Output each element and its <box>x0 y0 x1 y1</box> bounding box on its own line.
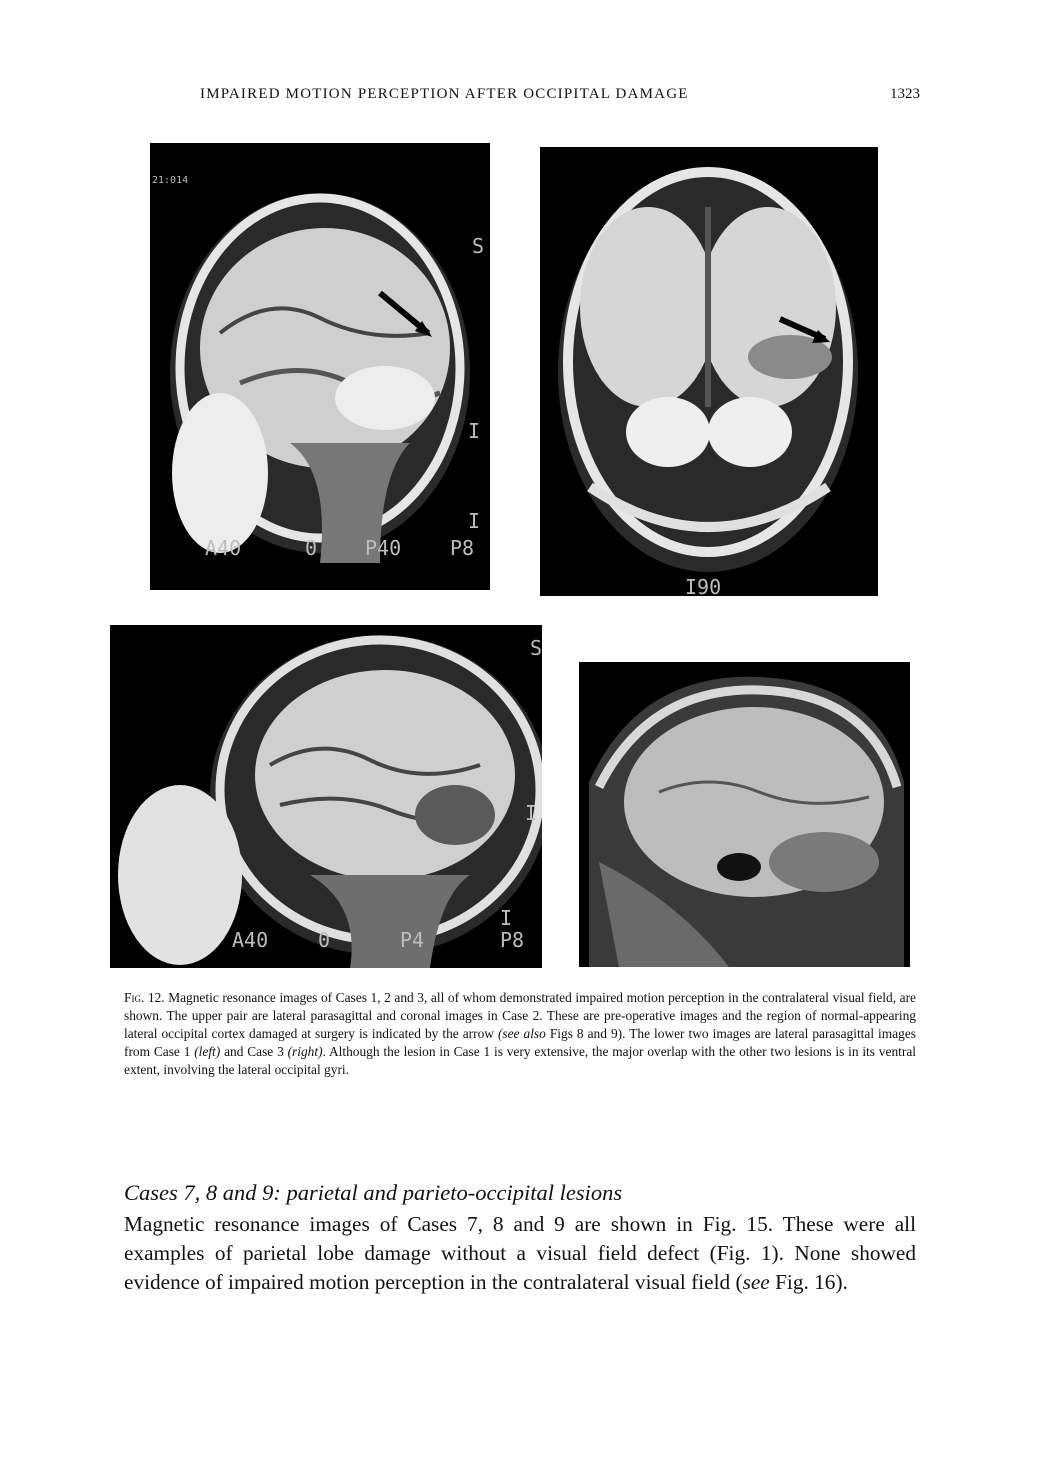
mri-upper-right-coronal <box>540 147 878 596</box>
mri-label: 0 <box>305 536 318 560</box>
caption-right: (right) <box>287 1044 323 1059</box>
figure-caption <box>124 989 916 1079</box>
page-number: 1323 <box>890 86 920 102</box>
panel-labels-upper-right <box>685 575 721 596</box>
mri-upper-left-sagittal <box>150 143 490 590</box>
mri-lower-left-sagittal <box>110 625 542 968</box>
body-text-1: Magnetic resonance images of Cases 7, 8 and 9 are shown in Fig. 15. These were all examples of parietal lobe damage without a visual field defect (Fig. 1). None showed evidence of impaired motion perception in the contralateral visual field ( <box>124 1212 916 1294</box>
figure-label: Fig. 12. <box>124 990 165 1005</box>
caption-text-3: and Case 3 <box>220 1044 288 1059</box>
caption-see-also: (see also <box>497 1026 546 1041</box>
mri-label: I90 <box>685 575 722 596</box>
body-see: see <box>742 1270 770 1294</box>
caption-text-2: Figs 8 and 9). The lower two images are lateral parasagittal images from Case 1 <box>124 1026 916 1059</box>
body-text-2: Fig. 16). <box>769 1270 848 1294</box>
caption-text-4: . Although the lesion in Case 1 is very extensive, the major overlap with the other two lesions is in its ventral extent, involving the lateral occipital gyri. <box>124 1044 916 1077</box>
body-paragraph <box>124 1210 916 1297</box>
mri-label: P8 <box>500 928 525 952</box>
mri-label: 21:014 <box>152 175 189 186</box>
section-heading: Cases 7, 8 and 9: parietal and parieto-occipital lesions <box>124 1180 623 1205</box>
mri-label: P4 <box>400 928 425 952</box>
mri-label: P8 <box>450 536 475 560</box>
mri-label: A40 <box>205 536 242 560</box>
mri-label: I <box>525 801 538 825</box>
mri-label: 0 <box>318 928 331 952</box>
mri-label: I <box>500 906 513 930</box>
mri-label: I <box>468 419 481 443</box>
mri-label: A40 <box>232 928 269 952</box>
mri-label: S <box>472 234 485 258</box>
caption-text-1: Magnetic resonance images of Cases 1, 2 and 3, all of whom demonstrated impaired motion perception in the contralateral visual field, are shown. The upper pair are lateral parasagittal and coronal images in Case 2. These are pre-operative images and the region of normal-appearing lateral occipital cortex damaged at surgery is indicated by the arrow <box>124 990 916 1041</box>
mri-label: S <box>530 636 542 660</box>
mri-label: I <box>468 509 481 533</box>
mri-label: P40 <box>365 536 402 560</box>
mri-lower-right-sagittal <box>579 662 910 967</box>
running-title: IMPAIRED MOTION PERCEPTION AFTER OCCIPITAL DAMAGE <box>200 86 689 102</box>
caption-left: (left) <box>194 1044 221 1059</box>
